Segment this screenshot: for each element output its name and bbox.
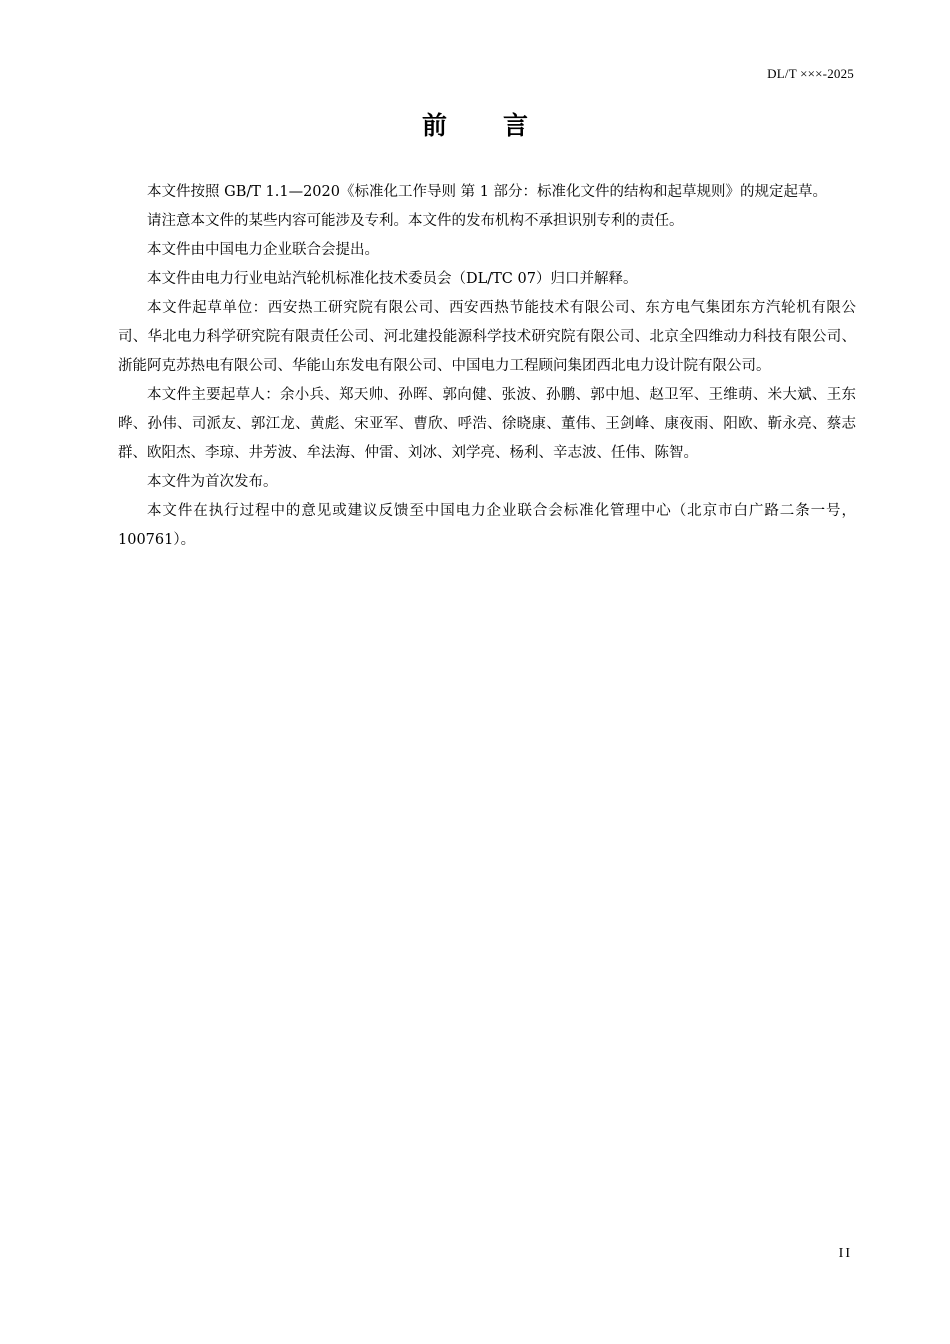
- page-number: II: [838, 1246, 852, 1261]
- paragraph-proposer: 本文件由中国电力企业联合会提出。: [147, 242, 379, 258]
- document-code: DL/T ×××-2025: [767, 66, 854, 81]
- paragraph-drafting-units: 本文件起草单位：西安热工研究院有限公司、西安西热节能技术有限公司、东方电气集团东方汽轮机有限公司、华北电力科学研究院有限责任公司、河北建投能源科学技术研究院有限公司、北京全四维动力科技有限公司、浙能阿克苏热电有限公司、华能山东发电有限公司、中国电力工程顾问集团西北电力设计院有限公司。: [118, 300, 856, 374]
- paragraph-drafting-basis: 本文件按照 GB/T 1.1—2020《标准化工作导则 第 1 部分：标准化文件的结构和起草规则》的规定起草。: [147, 184, 828, 200]
- paragraph-first-release: 本文件为首次发布。: [147, 474, 278, 490]
- paragraph-patent-notice: 请注意本文件的某些内容可能涉及专利。本文件的发布机构不承担识别专利的责任。: [147, 213, 684, 229]
- paragraph-committee: 本文件由电力行业电站汽轮机标准化技术委员会（DL/TC 07）归口并解释。: [147, 271, 638, 287]
- foreword-body: [118, 178, 856, 555]
- page-title: 前言: [421, 111, 584, 140]
- paragraph-feedback: 本文件在执行过程中的意见或建议反馈至中国电力企业联合会标准化管理中心（北京市白广路二条一号，100761）。: [118, 503, 856, 548]
- paragraph-drafters: 本文件主要起草人：余小兵、郑天帅、孙晖、郭向健、张波、孙鹏、郭中旭、赵卫军、王维萌、米大斌、王东晔、孙伟、司派友、郭江龙、黄彪、宋亚军、曹欣、呼浩、徐晓康、董伟、王剑峰、康夜雨、阳欧、靳永亮、蔡志群、欧阳杰、李琼、井芳波、牟法海、仲雷、刘冰、刘学亮、杨利、辛志波、任伟、陈智。: [118, 387, 856, 461]
